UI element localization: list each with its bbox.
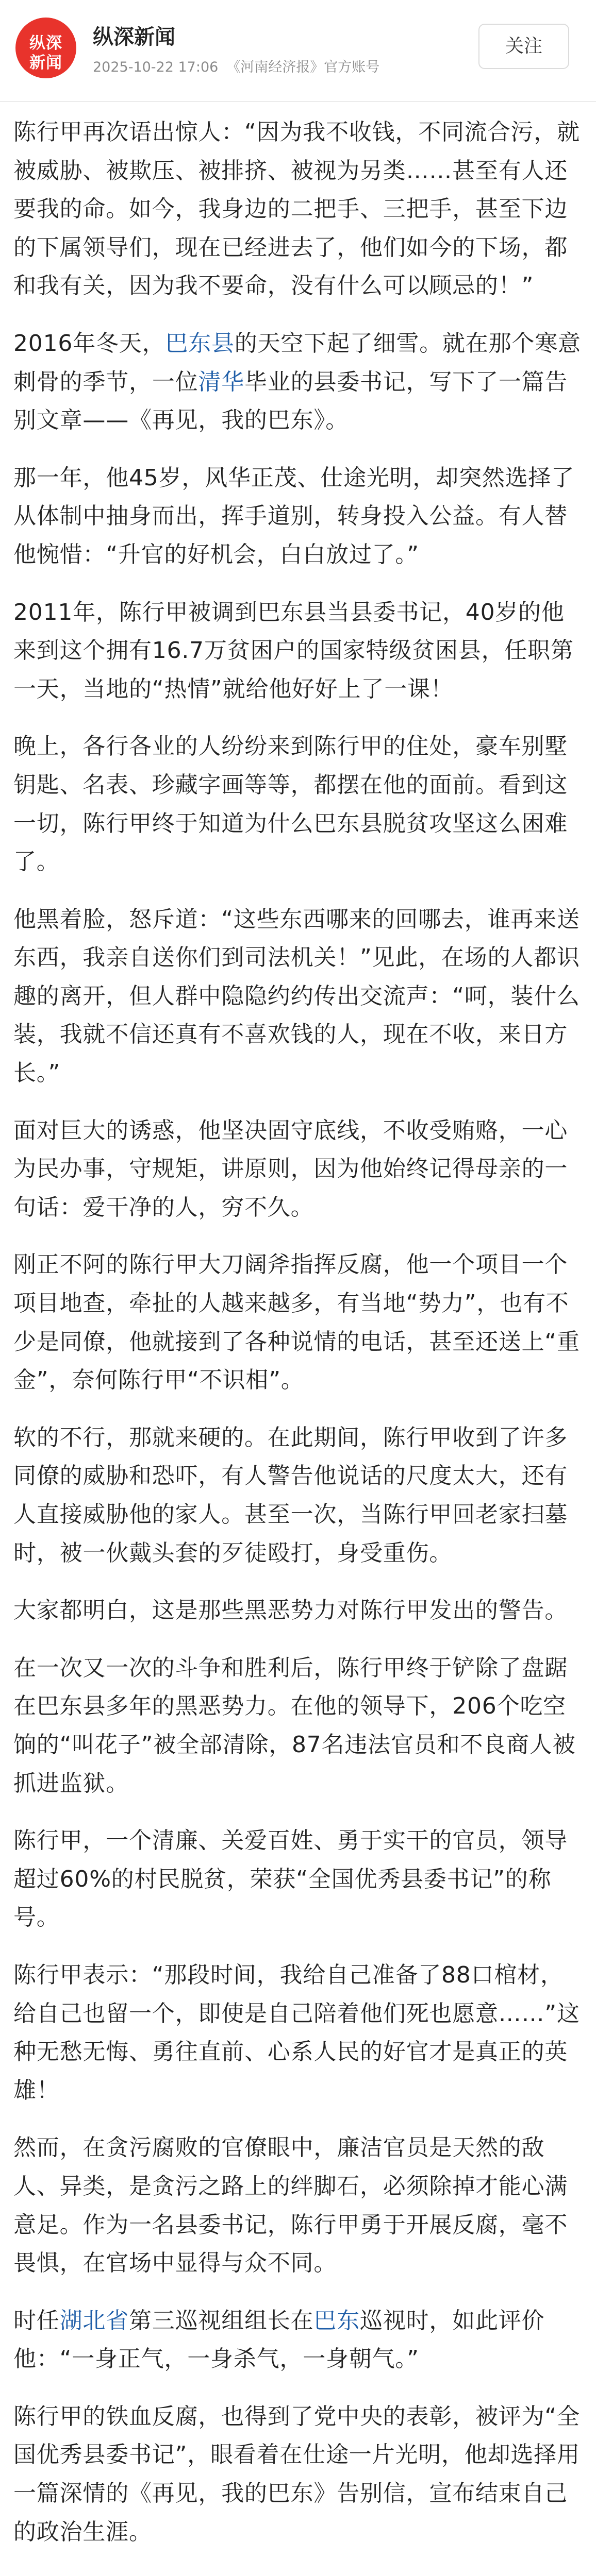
article-paragraph: [13, 113, 583, 306]
paragraph-text: 陈行甲，一个清廉、关爱百姓、勇于实干的官员，领导超过60%的村民脱贫，荣获“全国优秀县委书记”的称号。: [13, 1827, 568, 1931]
article-paragraph: [13, 2398, 583, 2551]
keyword-link[interactable]: 湖北省: [59, 2307, 129, 2334]
article-paragraph: [13, 1591, 583, 1630]
paragraph-text: 毕业的县委书记，写下了一篇告别文章——《再见，我的巴东》。: [13, 368, 568, 434]
article-header: [0, 0, 596, 102]
article-paragraph: [13, 1419, 583, 1572]
article-paragraph: [13, 1246, 583, 1399]
keyword-link[interactable]: 巴东: [313, 2307, 360, 2334]
paragraph-text: 刚正不阿的陈行甲大刀阔斧指挥反腐，他一个项目一个项目地查，牵扯的人越来越多，有当地“势力”，也有不少是同僚，他就接到了各种说情的电话，甚至还送上“重金”，奈何陈行甲“不识相”。: [13, 1251, 580, 1394]
paragraph-text: 软的不行，那就来硬的。在此期间，陈行甲收到了许多同僚的威胁和恐吓，有人警告他说话的尺度太大，还有人直接威胁他的家人。甚至一次，当陈行甲回老家扫墓时，被一伙戴头套的歹徒殴打，身受重伤。: [13, 1424, 568, 1566]
paragraph-text: 时任: [13, 2307, 60, 2334]
article-paragraph: [13, 459, 583, 574]
paragraph-text: 面对巨大的诱惑，他坚决固守底线，不收受贿赂，一心为民办事，守规矩，讲原则，因为他始终记得母亲的一句话：爱干净的人，穷不久。: [13, 1117, 568, 1221]
paragraph-text: 2016年冬天，: [13, 330, 165, 357]
paragraph-text: 2011年，陈行甲被调到巴东县当县委书记，40岁的他来到这个拥有16.7万贫困户的国家特级贫困县，任职第一天，当地的“热情”就给他好好上了一课！: [13, 599, 574, 702]
article-paragraph: [13, 1822, 583, 1937]
article-paragraph: [13, 727, 583, 881]
post-time: 2025-10-22 17:06: [93, 59, 219, 75]
paragraph-text: 巡视时，如此评价他：“一身正气，一身杀气，一身朝气。”: [13, 2307, 545, 2372]
article-body: [13, 113, 583, 2570]
keyword-link[interactable]: 清华: [198, 368, 245, 395]
paragraph-text: 陈行甲表示：“那段时间，我给自己准备了88口棺材，给自己也留一个，即使是自己陪着他们死也愿意……”这种无愁无悔、勇往直前、心系人民的好官才是真正的英雄！: [13, 1961, 580, 2104]
paragraph-text: 大家都明白，这是那些黑恶势力对陈行甲发出的警告。: [13, 1597, 568, 1624]
avatar-text-line1: 纵深: [29, 34, 62, 53]
paragraph-text: 陈行甲再次语出惊人：“因为我不收钱，不同流合污，就被威胁、被欺压、被排挤、被视为另类……甚至有人还要我的命。如今，我身边的二把手、三把手，甚至下边的下属领导们，现在已经进去了，他们如今的下场，都和我有关，因为我不要命，没有什么可以顾忌的！”: [13, 119, 580, 299]
article-paragraph: [13, 1112, 583, 1227]
article-paragraph: [13, 901, 583, 1093]
account-description: 《河南经济报》官方账号: [226, 59, 380, 75]
article-paragraph: [13, 1649, 583, 1803]
article-paragraph: [13, 1956, 583, 2110]
article-paragraph: [13, 2302, 583, 2379]
paragraph-text: 然而，在贪污腐败的官僚眼中，廉洁官员是天然的敌人、异类，是贪污之路上的绊脚石，必须除掉才能心满意足。作为一名县委书记，陈行甲勇于开展反腐，毫不畏惧，在官场中显得与众不同。: [13, 2134, 568, 2277]
article-paragraph: [13, 594, 583, 709]
paragraph-text: 在一次又一次的斗争和胜利后，陈行甲终于铲除了盘踞在巴东县多年的黑恶势力。在他的领导下，206个吃空饷的“叫花子”被全部清除，87名违法官员和不良商人被抓进监狱。: [13, 1654, 576, 1797]
paragraph-text: 陈行甲的铁血反腐，也得到了党中央的表彰，被评为“全国优秀县委书记”，眼看着在仕途一片光明，他却选择用一篇深情的《再见，我的巴东》告别信，宣布结束自己的政治生涯。: [13, 2403, 580, 2545]
paragraph-text: 那一年，他45岁，风华正茂、仕途光明，却突然选择了从体制中抽身而出，挥手道别，转身投入公益。有人替他惋惜：“升官的好机会，白白放过了。”: [13, 464, 574, 568]
article-paragraph: [13, 2129, 583, 2282]
keyword-link[interactable]: 巴东县: [165, 330, 235, 357]
avatar-text-line2: 新闻: [29, 54, 62, 72]
paragraph-text: 晚上，各行各业的人纷纷来到陈行甲的住处，豪车别墅钥匙、名表、珍藏字画等等，都摆在他的面前。看到这一切，陈行甲终于知道为什么巴东县脱贫攻坚这么困难了。: [13, 733, 568, 875]
paragraph-text: 他黑着脸，怒斥道：“这些东西哪来的回哪去，谁再来送东西，我亲自送你们到司法机关！”见此，在场的人都识趣的离开，但人群中隐隐约约传出交流声：“呵，装什么装，我就不信还真有不喜欢钱的人，现在不收，来日方长。”: [13, 906, 580, 1087]
account-name[interactable]: 纵深新闻: [93, 25, 175, 49]
paragraph-text: 第三巡视组组长在: [129, 2307, 314, 2334]
paragraph-text: 的天空下起了细雪。就在那个寒意刺骨的季节，一位: [13, 330, 581, 395]
account-avatar[interactable]: [15, 18, 76, 78]
post-meta: [93, 56, 388, 76]
article-paragraph: [13, 325, 583, 440]
follow-button[interactable]: 关注: [478, 24, 569, 69]
